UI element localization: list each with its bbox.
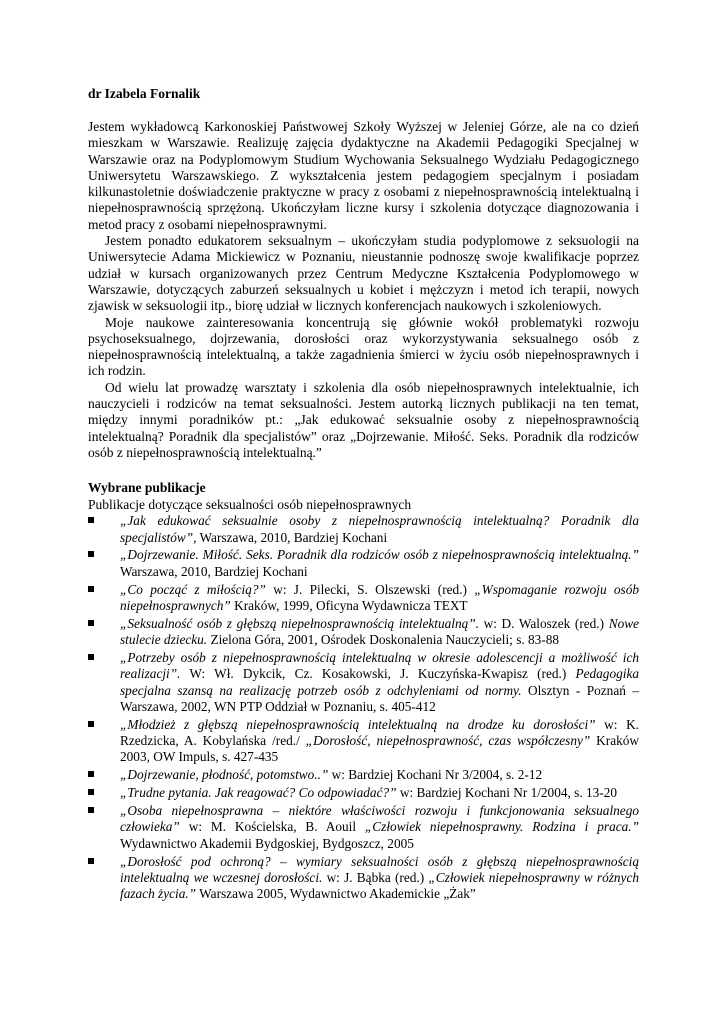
bullet-icon: [88, 517, 94, 523]
bullet-icon: [88, 586, 94, 592]
publication-details: w: J. Pilecki, S. Olszewski (red.): [265, 581, 475, 597]
publication-item: [88, 767, 639, 783]
publication-details: w: D. Waloszek (red.): [478, 615, 609, 631]
publication-book-title: „Dorosłość, niepełnosprawność, czas współczesny”: [305, 733, 591, 749]
publication-book-title: Pedagogika specjalna szansą na realizację potrzeb osób z odchyleniami od normy.: [120, 666, 639, 698]
publication-details: Warszawa, 2010, Bardziej Kochani: [196, 529, 388, 545]
publication-title: „Dojrzewanie. Miłość. Seks. Poradnik dla rodziców osób z niepełnosprawnością intelektualną.”: [120, 547, 639, 563]
publication-publisher: Kraków 2003, OW Impuls, s. 427-435: [120, 733, 640, 765]
publication-title: „Trudne pytania. Jak reagować? Co odpowiadać?”: [120, 785, 397, 801]
publication-publisher: Kraków, 1999, Oficyna Wydawnicza TEXT: [230, 597, 468, 613]
publication-details: Warszawa, 2010, Bardziej Kochani: [120, 563, 308, 579]
bullet-icon: [88, 807, 94, 813]
publication-details: w: M. Kościelska, B. Aouil: [179, 819, 365, 835]
bullet-icon: [88, 721, 94, 727]
publication-book-title: Nowe stulecie dziecku.: [120, 615, 639, 648]
bullet-icon: [88, 771, 94, 777]
publication-item: [88, 582, 639, 615]
publication-item: [88, 785, 639, 801]
publication-title: „Potrzeby osób z niepełnosprawnością intelektualną w okresie adolescencji a możliwość ich realizacji”.: [120, 649, 639, 682]
publication-title: „Młodzież z głębszą niepełnosprawnością intelektualną na drodze ku dorosłości”: [120, 716, 596, 732]
publication-item: [88, 616, 639, 649]
author-name: dr Izabela Fornalik: [88, 86, 201, 101]
publication-book-title: „Człowiek niepełnosprawny w różnych fazach życia.”: [120, 869, 639, 902]
bullet-icon: [88, 858, 94, 864]
publication-publisher: Zielona Góra, 2001, Ośrodek Doskonalenia Nauczycieli; s. 83-88: [207, 632, 560, 648]
publication-book-title: „Człowiek niepełnosprawny. Rodzina i praca.”: [364, 819, 639, 835]
publications-heading: Wybrane publikacje: [88, 480, 206, 496]
bullet-icon: [88, 789, 94, 795]
publication-item: [88, 803, 639, 852]
publication-title: „Seksualność osób z głębszą niepełnosprawnością intelektualną”.: [120, 615, 479, 631]
publication-book-title: „Wspomaganie rozwoju osób niepełnosprawnych”: [120, 581, 639, 613]
publication-item: [88, 854, 639, 903]
publication-item: [88, 513, 639, 546]
document-page: [88, 80, 639, 904]
publication-title: „Osoba niepełnosprawna – niektóre właściwości rozwoju i funkcjonowania seksualnego człowieka”: [120, 803, 639, 835]
bio-paragraph-3: Moje naukowe zainteresowania koncentrują się głównie wokół problematyki rozwoju psychoseksualnego, dojrzewania, dorosłości oraz wykorzystywania seksualnego osób z niepełnosprawnością intelektualną, a także zagadnienia śmierci w życiu osób niepełnosprawnych i ich rodzin.: [88, 314, 639, 379]
publication-publisher: Olsztyn - Poznań – Warszawa, 2002, WN PTP Oddział w Poznaniu, s. 405-412: [120, 682, 639, 714]
bullet-icon: [88, 620, 94, 626]
publication-item: [88, 547, 639, 580]
publication-details: w: K. Rzedzicka, A. Kobylańska /red./: [120, 716, 640, 749]
publication-publisher: Wydawnictwo Akademii Bydgoskiej, Bydgoszcz, 2005: [120, 835, 414, 851]
publications-list: [88, 513, 639, 902]
publication-details: w: Bardziej Kochani Nr 3/2004, s. 2-12: [328, 767, 543, 783]
publications-subheading: Publikacje dotyczące seksualności osób niepełnosprawnych: [88, 497, 412, 513]
publication-details: w: Bardziej Kochani Nr 1/2004, s. 13-20: [396, 785, 617, 801]
bio-paragraph-2: Jestem ponadto edukatorem seksualnym – ukończyłam studia podyplomowe z seksuologii na Uniwersytecie Adama Mickiewicz w Poznaniu, nieustannie podnoszę swoje kwalifikacje poprzez udział w kursach organizowanych przez Centrum Medyczne Kształcenia Podyplomowego w Warszawie, dotyczących zaburzeń seksualnych u kobiet i mężczyzn i metod ich terapii, nowych zjawisk w seksuologii itp., biorę udział w licznych konferencjach naukowych i szkoleniowych.: [88, 233, 639, 314]
publication-item: [88, 650, 639, 715]
publication-title: „Dojrzewanie, płodność, potomstwo..”: [120, 767, 329, 783]
publication-title: „Jak edukować seksualnie osoby z niepełnosprawnością intelektualną? Poradnik dla specjalistów”,: [120, 513, 639, 545]
bullet-icon: [88, 551, 94, 557]
bio-paragraph-4: Od wielu lat prowadzę warsztaty i szkolenia dla osób niepełnosprawnych intelektualnie, ich nauczycieli i rodziców na temat seksualności. Jestem autorką licznych publikacji na ten temat, między innymi poradników pt.: „Jak edukować seksualnie osoby z niepełnosprawnością intelektualną? Poradnik dla specjalistów” oraz „Dojrzewanie. Miłość. Seks. Poradnik dla rodziców osób z niepełnosprawnością intelektualną.”: [88, 379, 639, 460]
publication-publisher: Warszawa 2005, Wydawnictwo Akademickie „Żak”: [196, 886, 476, 902]
bio-paragraph-1: Jestem wykładowcą Karkonoskiej Państwowej Szkoły Wyższej w Jeleniej Górze, ale na co dzień mieszkam w Warszawie. Realizuję zajęcia dydaktyczne na Akademii Pedagogiki Specjalnej w Warszawie oraz na Podyplomowym Studium Wychowania Seksualnego Wydziału Pedagogicznego Uniwersytetu Warszawskiego. Z wykształcenia jestem pedagogiem specjalnym i posiadam kilkunastoletnie doświadczenie praktyczne w pracy z osobami z niepełnosprawnością intelektualną i niepełnosprawnością sprzężoną. Ukończyłam liczne kursy i szkolenia dotyczące diagnozowania i metod pracy z osobami niepełnosprawnymi.: [88, 119, 639, 232]
publication-item: [88, 717, 639, 766]
bio-section: [88, 119, 639, 461]
publication-details: W: Wł. Dykcik, Cz. Kosakowski, J. Kuczyńska-Kwapisz (red.): [180, 666, 576, 682]
publication-title: „Dorosłość pod ochroną? – wymiary seksualności osób z głębszą niepełnosprawnością intelektualną we wczesnej dorosłości.: [120, 853, 639, 885]
bullet-icon: [88, 654, 94, 660]
publication-details: w: J. Bąbka (red.): [322, 869, 429, 885]
publication-title: „Co począć z miłością?”: [120, 581, 266, 597]
